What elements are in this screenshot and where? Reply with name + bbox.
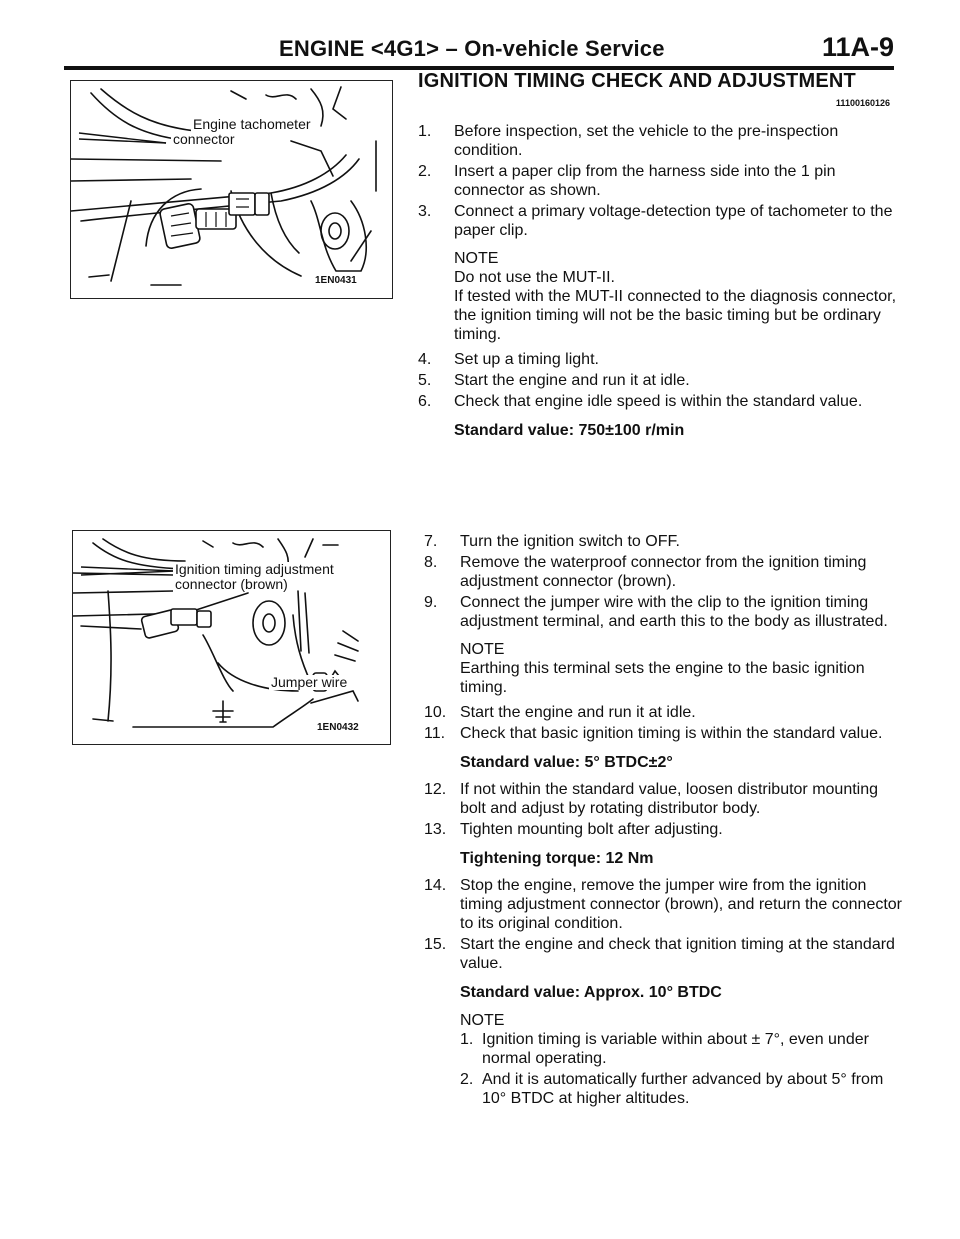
list-item (424, 820, 908, 839)
step-text: Start the engine and run it at idle. (460, 704, 696, 721)
step-number: 15. (424, 936, 447, 953)
engine-tachometer-connector-illustration (70, 80, 393, 299)
step-number: 11. (424, 725, 446, 742)
step-text: Start the engine and check that ignition timing at the standard value. (460, 936, 895, 972)
ignition-timing-adjustment-steps (424, 532, 908, 1114)
step-text: Before inspection, set the vehicle to the pre-inspection condition. (454, 123, 839, 159)
list-item (418, 350, 908, 369)
section-reference-code: 11100160126 (835, 98, 890, 108)
ignition-timing-connector-illustration (72, 530, 391, 745)
step-text: Connect the jumper wire with the clip to the ignition timing adjustment terminal, and earth this to the body as illustrated. (460, 594, 888, 630)
step-text: Stop the engine, remove the jumper wire from the ignition timing adjustment connector (brown), and return the connector to its original condition. (460, 877, 903, 932)
step-number: 2. (418, 163, 432, 180)
page-header (64, 30, 894, 70)
step-text: Tighten mounting bolt after adjusting. (460, 821, 723, 838)
step-number: 6. (418, 393, 432, 410)
step-text: Start the engine and run it at idle. (454, 372, 690, 389)
step-text: Insert a paper clip from the harness side into the 1 pin connector as shown. (454, 163, 836, 199)
note-block (424, 1011, 908, 1108)
list-item (424, 532, 908, 551)
note-item (460, 1030, 908, 1068)
list-item (424, 703, 908, 722)
step-number: 4. (418, 351, 432, 368)
fig2-label-line2: connector (brown) (175, 576, 288, 592)
note-label: NOTE (460, 641, 505, 658)
note-item (460, 1070, 908, 1108)
fig2-label-jumper-wire: Jumper wire (271, 674, 348, 690)
fig1-label-line1: Engine tachometer (193, 116, 311, 132)
list-item (418, 202, 908, 240)
fig1-figure-code: 1EN0431 (315, 275, 357, 286)
fig2-label-line1: Ignition timing adjustment (175, 561, 334, 577)
step-text: If not within the standard value, loosen distributor mounting bolt and adjust by rotating distributor body. (460, 781, 879, 817)
list-item (424, 876, 908, 933)
step-number: 14. (424, 877, 447, 894)
note-block (424, 640, 908, 697)
note-label: NOTE (454, 250, 499, 267)
list-item (424, 780, 908, 818)
fig2-figure-code: 1EN0432 (317, 722, 359, 733)
fig1-label-line2: connector (173, 131, 235, 147)
note-item-text: And it is automatically further advanced by about 5° from 10° BTDC at higher altitudes. (482, 1071, 884, 1107)
list-item (424, 553, 908, 591)
note-line: Earthing this terminal sets the engine to the basic ignition timing. (460, 660, 865, 696)
step-number: 12. (424, 781, 447, 798)
engine-bay-drawing (71, 81, 392, 298)
standard-value: Standard value: 750±100 r/min (454, 422, 685, 439)
ignition-timing-section (418, 72, 908, 448)
page-number: 11A-9 (821, 32, 894, 62)
note-item-number: 1. (460, 1031, 474, 1048)
step-text: Turn the ignition switch to OFF. (460, 533, 680, 550)
step-number: 10. (424, 704, 447, 721)
list-item (418, 392, 908, 411)
note-line: Do not use the MUT-II. (454, 269, 615, 286)
step-number: 13. (424, 821, 447, 838)
note-item-text: Ignition timing is variable within about ± 7°, even under normal operating. (482, 1031, 869, 1067)
page-title: ENGINE <4G1> – On-vehicle Service (279, 36, 665, 61)
note-line: If tested with the MUT-II connected to the diagnosis connector, the ignition timing will not be the basic timing but be ordinary timing. (454, 288, 897, 343)
tightening-torque: Tightening torque: 12 Nm (460, 850, 654, 867)
step-text: Check that engine idle speed is within the standard value. (454, 393, 863, 410)
note-item-number: 2. (460, 1071, 474, 1088)
list-item (424, 724, 908, 743)
note-block (418, 249, 908, 344)
list-item (418, 122, 908, 160)
step-number: 8. (424, 554, 438, 571)
step-number: 9. (424, 594, 438, 611)
standard-value: Standard value: 5° BTDC±2° (460, 754, 673, 771)
step-number: 1. (418, 123, 432, 140)
step-number: 3. (418, 203, 432, 220)
step-text: Remove the waterproof connector from the ignition timing adjustment connector (brown). (460, 554, 867, 590)
standard-value: Standard value: Approx. 10° BTDC (460, 984, 722, 1001)
step-number: 5. (418, 372, 432, 389)
step-text: Set up a timing light. (454, 351, 599, 368)
step-number: 7. (424, 533, 438, 550)
step-text: Check that basic ignition timing is within the standard value. (460, 725, 883, 742)
list-item (418, 162, 908, 200)
note-label: NOTE (460, 1012, 505, 1029)
section-title: IGNITION TIMING CHECK AND ADJUSTMENT (418, 70, 856, 92)
list-item (424, 593, 908, 631)
step-text: Connect a primary voltage-detection type of tachometer to the paper clip. (454, 203, 893, 239)
list-item (418, 371, 908, 390)
list-item (424, 935, 908, 973)
